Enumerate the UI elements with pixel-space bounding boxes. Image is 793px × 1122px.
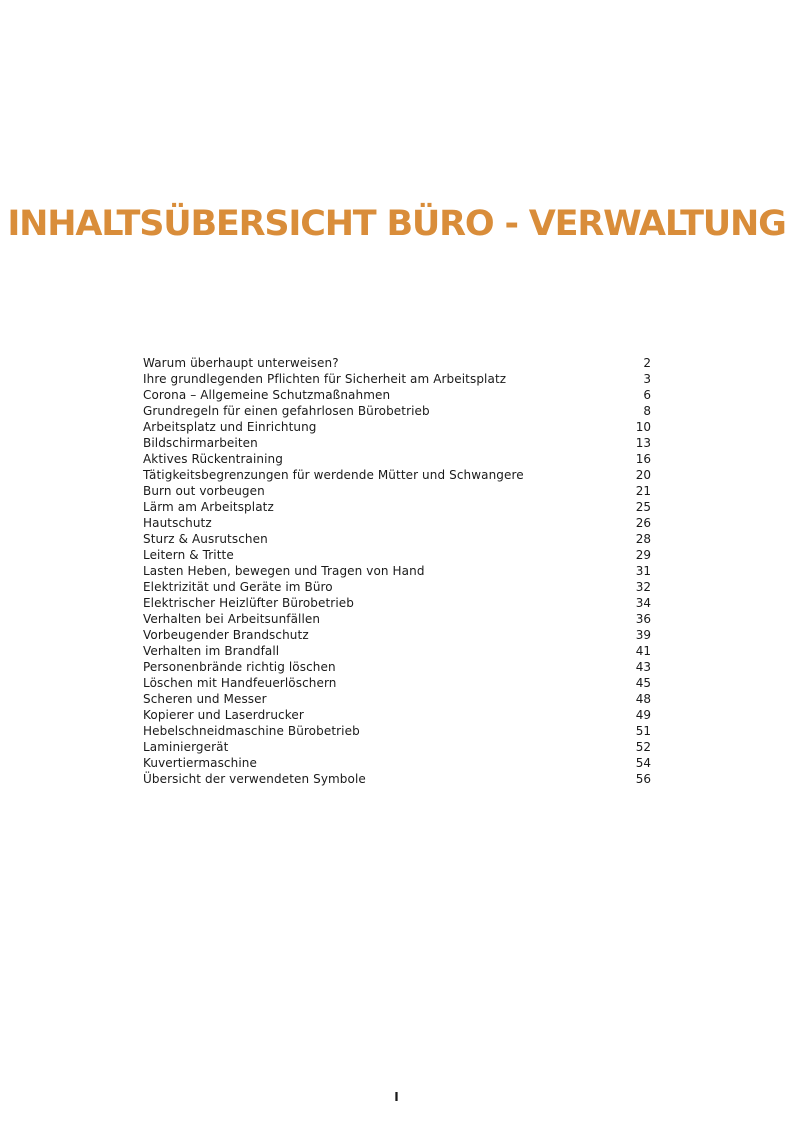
toc-entry-title: Bildschirmarbeiten	[143, 436, 258, 450]
toc-entry-title: Aktives Rückentraining	[143, 452, 283, 466]
toc-entry-title: Lärm am Arbeitsplatz	[143, 500, 274, 514]
toc-entry-page: 3	[643, 372, 651, 386]
toc-entry-title: Personenbrände richtig löschen	[143, 660, 336, 674]
toc-entry-page: 10	[635, 420, 651, 434]
toc-entry-page: 8	[643, 404, 651, 418]
toc-entry-title: Ihre grundlegenden Pflichten für Sicherheit am Arbeitsplatz	[143, 372, 507, 386]
toc-entry-title: Burn out vorbeugen	[143, 484, 265, 498]
toc-entry-title: Leitern & Tritte	[143, 548, 234, 562]
toc-entry-page: 36	[635, 612, 651, 626]
toc-entry	[143, 547, 651, 563]
toc-entry-page: 56	[635, 772, 651, 786]
toc-entry	[143, 467, 651, 483]
toc-entry-page: 32	[635, 580, 651, 594]
toc-entry	[143, 755, 651, 771]
toc-entry-title: Vorbeugender Brandschutz	[143, 628, 309, 642]
toc-entry-title: Warum überhaupt unterweisen?	[143, 356, 339, 370]
toc-entry	[143, 483, 651, 499]
toc-entry	[143, 355, 651, 371]
toc-entry	[143, 627, 651, 643]
toc-entry-page: 34	[635, 596, 651, 610]
page-title: INHALTSÜBERSICHT BÜRO - VERWALTUNG	[7, 204, 786, 244]
toc-entry-page: 21	[635, 484, 651, 498]
toc-entry-page: 28	[635, 532, 651, 546]
toc-entry	[143, 611, 651, 627]
toc-entry-title: Elektrizität und Geräte im Büro	[143, 580, 333, 594]
toc-entry-page: 48	[635, 692, 651, 706]
toc-entry-title: Sturz & Ausrutschen	[143, 532, 268, 546]
toc-entry	[143, 659, 651, 675]
toc-entry-title: Hautschutz	[143, 516, 212, 530]
toc-entry	[143, 707, 651, 723]
toc-entry-title: Elektrischer Heizlüfter Bürobetrieb	[143, 596, 354, 610]
toc-entry-page: 39	[635, 628, 651, 642]
toc-entry	[143, 595, 651, 611]
toc-entry-title: Tätigkeitsbegrenzungen für werdende Mütter und Schwangere	[143, 468, 524, 482]
toc-entry	[143, 403, 651, 419]
toc-entry-title: Übersicht der verwendeten Symbole	[143, 772, 366, 786]
toc-entry-title: Scheren und Messer	[143, 692, 267, 706]
toc-entry-page: 26	[635, 516, 651, 530]
toc-entry	[143, 499, 651, 515]
toc-entry-page: 51	[635, 724, 651, 738]
toc-entry-title: Laminiergerät	[143, 740, 229, 754]
toc-entry-title: Kuvertiermaschine	[143, 756, 257, 770]
toc-entry	[143, 691, 651, 707]
toc-entry	[143, 451, 651, 467]
toc-entry-title: Lasten Heben, bewegen und Tragen von Hand	[143, 564, 425, 578]
toc-entry-title: Kopierer und Laserdrucker	[143, 708, 304, 722]
toc-entry-title: Verhalten im Brandfall	[143, 644, 280, 658]
toc-entry-page: 45	[635, 676, 651, 690]
toc-entry-title: Corona – Allgemeine Schutzmaßnahmen	[143, 388, 391, 402]
toc-entry-page: 52	[635, 740, 651, 754]
toc-entry-title: Löschen mit Handfeuerlöschern	[143, 676, 337, 690]
page-number: I	[394, 1090, 399, 1104]
toc-entry	[143, 515, 651, 531]
toc-entry-page: 29	[635, 548, 651, 562]
table-of-contents	[143, 355, 651, 787]
toc-entry-page: 2	[643, 356, 651, 370]
toc-entry-title: Arbeitsplatz und Einrichtung	[143, 420, 317, 434]
toc-entry	[143, 723, 651, 739]
toc-entry	[143, 675, 651, 691]
toc-entry-title: Verhalten bei Arbeitsunfällen	[143, 612, 321, 626]
toc-entry	[143, 563, 651, 579]
toc-entry	[143, 579, 651, 595]
toc-entry	[143, 531, 651, 547]
toc-entry-page: 31	[635, 564, 651, 578]
toc-entry	[143, 435, 651, 451]
toc-entry-page: 20	[635, 468, 651, 482]
toc-entry-page: 25	[635, 500, 651, 514]
toc-entry-page: 54	[635, 756, 651, 770]
toc-entry	[143, 387, 651, 403]
toc-entry	[143, 739, 651, 755]
toc-entry-title: Hebelschneidmaschine Bürobetrieb	[143, 724, 360, 738]
toc-entry	[143, 643, 651, 659]
toc-entry	[143, 371, 651, 387]
toc-entry-page: 6	[643, 388, 651, 402]
toc-entry-title: Grundregeln für einen gefahrlosen Bürobetrieb	[143, 404, 430, 418]
toc-entry-page: 16	[635, 452, 651, 466]
toc-entry	[143, 771, 651, 787]
toc-entry-page: 49	[635, 708, 651, 722]
toc-entry	[143, 419, 651, 435]
toc-entry-page: 41	[635, 644, 651, 658]
toc-entry-page: 43	[635, 660, 651, 674]
toc-entry-page: 13	[635, 436, 651, 450]
